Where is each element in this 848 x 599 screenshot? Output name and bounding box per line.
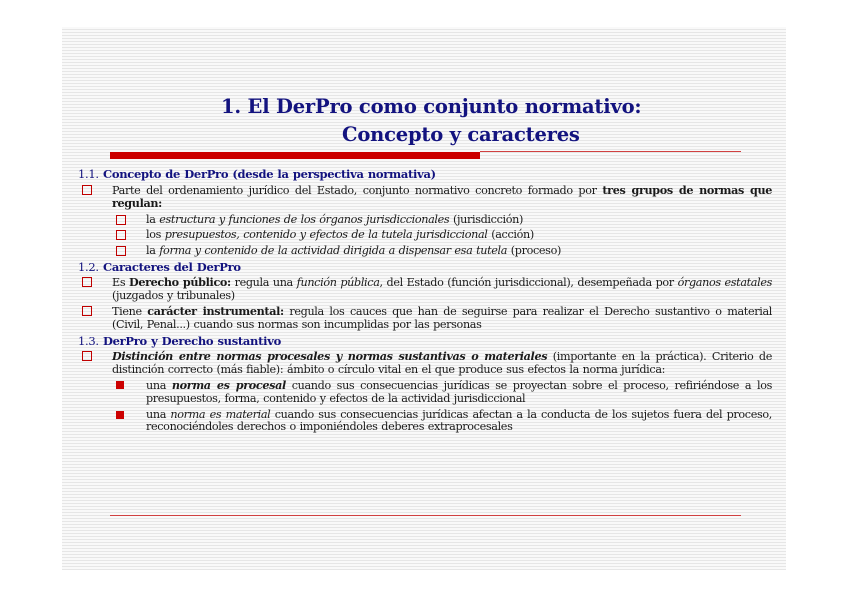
item-italic-text: función pública — [296, 276, 380, 290]
sub-list-item — [78, 229, 772, 242]
section-heading-1-2 — [78, 261, 772, 274]
accent-rule — [480, 151, 741, 152]
bottom-rule — [110, 515, 741, 516]
filled-square-bullet-icon — [116, 411, 124, 419]
hollow-square-bullet-icon — [116, 215, 126, 225]
hollow-square-bullet-icon — [82, 351, 92, 361]
item-text: una — [146, 407, 171, 421]
item-text: (acción) — [487, 228, 534, 242]
item-text: los — [146, 228, 165, 242]
section-title: Concepto de DerPro (desde la perspectiva normativa) — [102, 167, 436, 181]
item-italic-text: estructura y funciones de los órganos jurisdiccionales — [159, 212, 450, 226]
item-italic-text: órganos estatales — [677, 276, 772, 290]
slide-content — [78, 168, 772, 437]
item-text: Es — [112, 276, 129, 290]
list-item — [78, 184, 772, 211]
section-title: DerPro y Derecho sustantivo — [102, 333, 281, 348]
item-text: la — [146, 243, 160, 257]
item-bold-italic-text: norma es procesal — [171, 378, 286, 393]
item-text: regula los cauces que han de seguirse para realizar el Derecho sustantivo o material (Civil, Penal...) cuando sus normas son incumplidas por las personas — [112, 305, 773, 331]
item-text: la — [146, 212, 160, 226]
item-text: regula una — [230, 276, 297, 290]
sub-list-item — [78, 379, 772, 405]
item-bold-text: tres grupos de normas que regulan: — [112, 182, 772, 211]
item-bold-text: Derecho público: — [129, 275, 231, 290]
section-number: 1.1. — [78, 167, 99, 181]
item-text: Tiene — [112, 305, 148, 319]
accent-bar — [110, 152, 480, 159]
hollow-square-bullet-icon — [82, 277, 92, 287]
item-italic-text: presupuestos, contenido y efectos de la tutela jurisdiccional — [164, 228, 488, 242]
list-item — [78, 350, 772, 376]
list-item — [78, 276, 772, 302]
section-title: Caracteres del DerPro — [102, 259, 241, 274]
slide-title — [62, 93, 786, 149]
section-heading-1-3 — [78, 335, 772, 348]
item-text: cuando sus consecuencias jurídicas se proyectan sobre el proceso, refiriéndose a los presupuestos, forma, contenido y efectos de la actividad jurisdiccional — [146, 379, 772, 405]
item-text: (juzgados y tribunales) — [112, 288, 235, 302]
item-text: (jurisdicción) — [449, 212, 523, 226]
section-number: 1.2. — [78, 259, 99, 274]
sub-list-item — [78, 245, 772, 258]
list-item — [78, 305, 772, 331]
hollow-square-bullet-icon — [82, 185, 92, 195]
item-text: Parte del ordenamiento jurídico del Estado, conjunto normativo concreto formado por — [112, 183, 603, 197]
title-line-1: 1. El DerPro como conjunto normativo: — [221, 95, 642, 118]
item-text: (importante en la práctica). Criterio de distinción correcto (más fiable): ámbito o círculo vital en el que produce sus efectos la norma jurídica: — [112, 350, 772, 376]
section-number: 1.3. — [78, 333, 99, 348]
sub-list-item — [78, 214, 772, 227]
slide — [62, 27, 786, 570]
hollow-square-bullet-icon — [116, 230, 126, 240]
item-italic-text: norma es material — [170, 407, 271, 421]
item-text: una — [146, 379, 172, 393]
section-heading-1-1 — [78, 168, 772, 181]
item-bold-italic-text: Distinción entre normas procesales y normas sustantivas o materiales — [112, 349, 548, 364]
hollow-square-bullet-icon — [82, 306, 92, 316]
item-text: (proceso) — [507, 243, 561, 257]
title-line-2: Concepto y caracteres — [342, 123, 580, 146]
hollow-square-bullet-icon — [116, 246, 126, 256]
item-bold-text: carácter instrumental: — [147, 304, 284, 319]
filled-square-bullet-icon — [116, 381, 124, 389]
item-text: , del Estado (función jurisdiccional), desempeñada por — [379, 276, 678, 290]
item-text: cuando sus consecuencias jurídicas afectan a la conducta de los sujetos fuera del proceso, reconociéndoles derechos o imponiéndoles deberes extraprocesales — [146, 407, 772, 434]
sub-list-item — [78, 409, 772, 434]
item-italic-text: forma y contenido de la actividad dirigida a dispensar esa tutela — [159, 243, 508, 257]
